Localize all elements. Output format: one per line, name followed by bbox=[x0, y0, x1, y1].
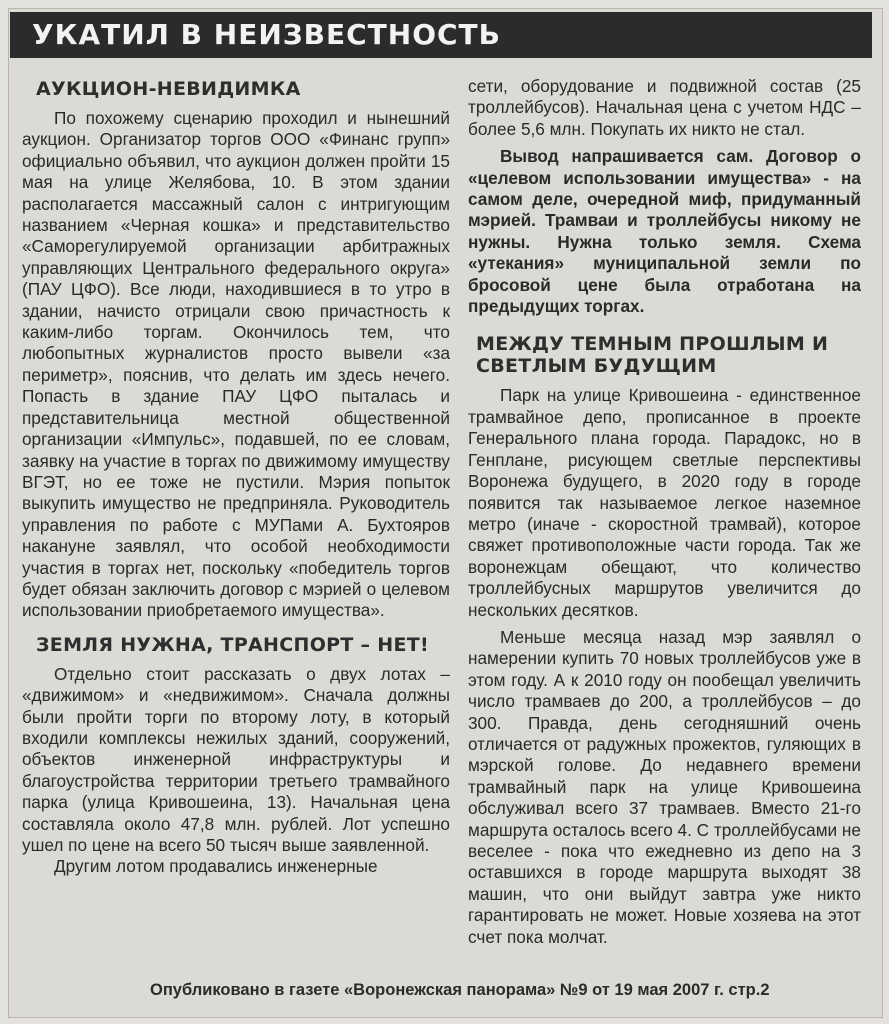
paragraph: Отдельно стоит рассказать о двух лотах – «движимом» и «недвижимом». Сначала должны были пройти торги по второму лоту, в который входили комплексы нежилых зданий, сооружений, объектов инженерной инфраструктуры и благоустройства территории третьего трамвайного парка (улица Кривошеина, 13). Начальная цена составляла около 47,8 млн. рублей. Лот успешно ушел по цене на всего 50 тысяч выше заявленной. bbox=[22, 663, 450, 855]
conclusion-paragraph: Вывод напрашивается сам. Договор о «целевом использовании имущества» - на самом деле, очередной миф, придуманный мэрией. Трамваи и троллейбусы никому не нужны. Нужна только земля. Схема «утекания» муниципальной земли по бросовой цене была отработана на предыдущих торгах. bbox=[468, 146, 861, 317]
paragraph: сети, оборудование и подвижной состав (25 троллейбусов). Начальная цена с учетом НДС – более 5,6 млн. Покупать их никто не стал. bbox=[468, 76, 861, 139]
paragraph: Меньше месяца назад мэр заявлял о намерении купить 70 новых троллейбусов уже в этом году. А к 2010 году он пообещал увеличить число трамваев до 200, а троллейбусов – до 300. Правда, день сегодняшний очень отличается от радужных прожектов, гуляющих в мэрской голове. До недавнего времени трамвайный парк на улице Кривошеина обслуживал всего 37 трамваев. Вместо 21-го маршрута осталось всего 4. С троллейбусами не веселее - пока что ежедневно из депо на 3 оставшихся в городе маршрута выходят 38 машин, что они выйдут завтра уже никто гарантировать не может. Новые хозяева на этот счет пока молчат. bbox=[468, 626, 861, 947]
headline-bar bbox=[10, 12, 872, 58]
headline: УКАТИЛ В НЕИЗВЕСТНОСТЬ bbox=[32, 18, 502, 51]
paragraph: По похожему сценарию проходил и нынешний аукцион. Организатор торгов ООО «Финанс групп» официально объявил, что аукцион должен пройти 15 мая на улице Желябова, 10. В этом здании располагается массажный салон с интригующим названием «Черная кошка» и представительство «Саморегулируемой организации арбитражных управляющих Центрального федерального округа» (ПАУ ЦФО). Все люди, находившиеся в то утро в здании, начисто отрицали свою причастность к каким-либо торгам. Окончилось тем, что любопытных журналистов просто вывели «за периметр», пояснив, что делать им здесь нечего. Попасть в здание ПАУ ЦФО пыталась и представительница местной общественной организации «Импульс», подавшей, по ее словам, заявку на участие в торгах по движимому имуществу ВГЭТ, но ее тоже не пустили. Мэрия попыток выкупить имущество не предприняла. Руководитель управления по работе с МУПами А. Бухтояров накануне заявлял, что особой необходимости участия в торгах нет, поскольку «победитель торгов будет обязан заключить договор с мэрией о целевом использовании приобретаемого имущества». bbox=[22, 108, 450, 621]
subheading-invisible-auction: АУКЦИОН-НЕВИДИМКА bbox=[36, 78, 301, 100]
right-column bbox=[468, 76, 861, 948]
paragraph: Парк на улице Кривошеина - единственное трамвайное депо, прописанное в проекте Генерального плана города. Парадокс, но в Генплане, рисующем светлые перспективы Воронежа будущего, в 2020 году в городе появится так называемое легкое наземное метро (иначе - скоростной трамвай), которое свяжет противоположные части города. Так же воронежцам обещают, что количество троллейбусных маршрутов увеличится до нескольких десятков. bbox=[468, 385, 861, 620]
publication-footer: Опубликовано в газете «Воронежская панорама» №9 от 19 мая 2007 г. стр.2 bbox=[150, 981, 770, 999]
subheading-dark-past-bright-future: МЕЖДУ ТЕМНЫМ ПРОШЛЫМ И СВЕТЛЫМ БУДУЩИМ bbox=[476, 333, 829, 378]
left-column bbox=[22, 72, 450, 878]
subheading-land-needed: ЗЕМЛЯ НУЖНА, ТРАНСПОРТ – НЕТ! bbox=[36, 633, 429, 656]
paragraph: Другим лотом продавались инженерные bbox=[54, 856, 378, 877]
